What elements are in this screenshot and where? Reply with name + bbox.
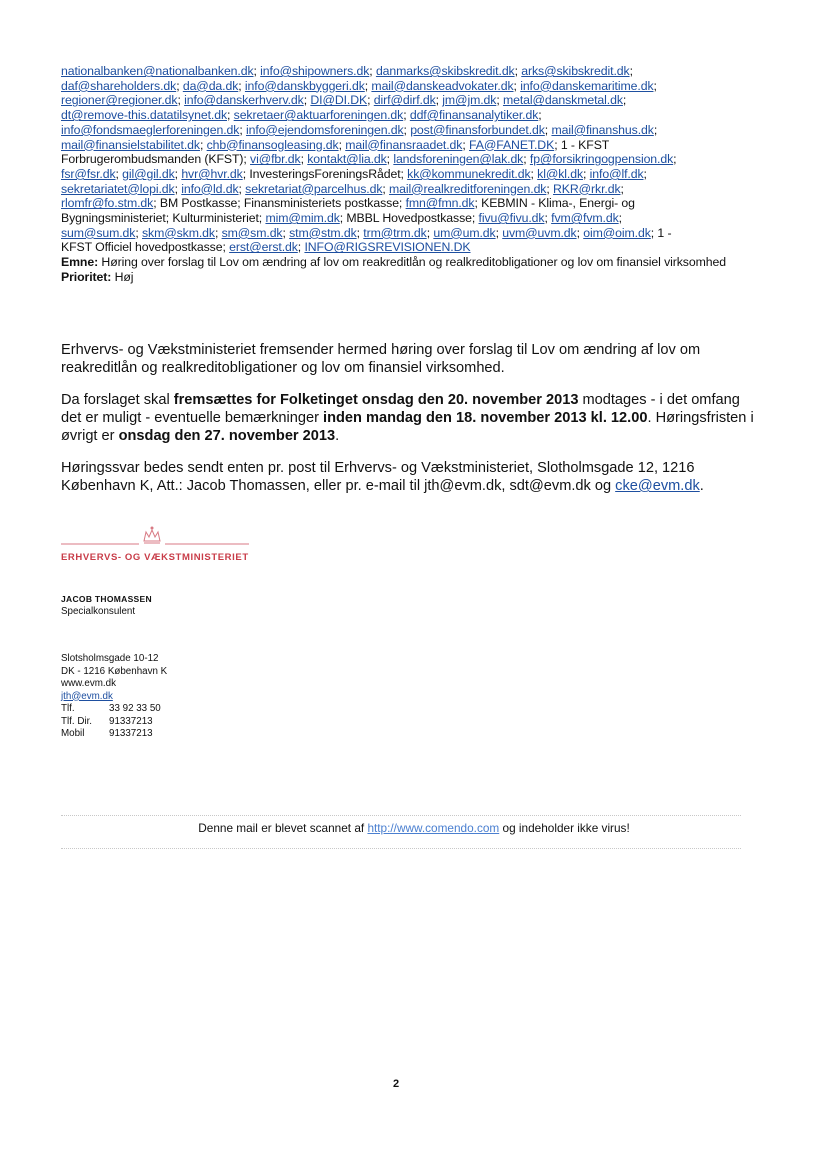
recipient-text: ; [238, 181, 246, 196]
recipient-text: ; [238, 78, 245, 93]
crown-line-icon [61, 522, 281, 552]
recipient-email-link[interactable]: sekretariatet@lopi.dk [61, 181, 175, 196]
recipient-line [61, 196, 781, 211]
recipient-email-link[interactable]: RKR@rkr.dk [553, 181, 621, 196]
recipient-email-link[interactable]: oim@oim.dk [583, 225, 651, 240]
recipient-text: ; [403, 108, 410, 123]
recipient-text: ; [462, 137, 469, 152]
recipient-text: ; [199, 137, 207, 152]
email-link-jth[interactable]: jth@evm.dk [61, 690, 113, 702]
recipient-email-link[interactable]: landsforeningen@lak.dk [393, 152, 524, 167]
recipient-line [61, 138, 781, 153]
recipient-text: ; [653, 122, 658, 137]
recipient-text: ; [356, 225, 364, 240]
recipient-email-link[interactable]: sum@sum.dk [61, 225, 136, 240]
mobile-value: 91337213 [109, 728, 153, 739]
recipient-text: ; InvesteringsForeningsRådet; [242, 166, 408, 181]
recipient-text: ; [135, 225, 142, 240]
recipient-email-link[interactable]: daf@shareholders.dk [61, 78, 177, 93]
phone-direct-value: 91337213 [109, 715, 153, 727]
recipient-email-link[interactable]: gil@gil.dk [122, 166, 175, 181]
recipient-email-link[interactable]: FA@FANET.DK [469, 137, 555, 152]
recipient-text: ; [523, 152, 530, 167]
recipient-email-link[interactable]: sekretaer@aktuarforeningen.dk [233, 108, 404, 123]
recipient-text: ; 1 - [650, 225, 672, 240]
recipient-line [61, 108, 781, 123]
p2-bold: fremsættes for Folketinget onsdag den 20. november 2013 [173, 392, 579, 408]
recipient-text: ; [620, 181, 624, 196]
signature-contact [61, 653, 167, 741]
recipient-text: ; [583, 166, 590, 181]
recipient-email-link[interactable]: mail@finanshus.dk [551, 122, 654, 137]
body-paragraph-3 [61, 459, 761, 495]
recipient-email-link[interactable]: mail@finansielstabilitet.dk [61, 137, 200, 152]
recipient-email-link[interactable]: rlomfr@fo.stm.dk [61, 196, 154, 211]
subject-label: Emne: [61, 255, 99, 270]
recipient-text: ; BM Postkasse; Finansministeriets postkasse; [153, 196, 406, 211]
recipient-email-link[interactable]: um@um.dk [433, 225, 496, 240]
recipient-text: ; [369, 64, 376, 78]
recipient-email-link[interactable]: info@ejendomsforeningen.dk [245, 122, 404, 137]
recipient-line [61, 167, 781, 182]
recipient-email-link[interactable]: skm@skm.dk [142, 225, 215, 240]
recipient-text: ; [239, 122, 246, 137]
recipient-text: ; [214, 225, 222, 240]
recipient-text: ; 1 - KFST [554, 137, 610, 152]
mobile-label: Mobil [61, 728, 85, 739]
recipient-email-link[interactable]: dirf@dirf.dk [373, 93, 436, 108]
recipient-email-link[interactable]: post@finansforbundet.dk [410, 122, 545, 137]
recipient-email-link[interactable]: info@lf.dk [589, 166, 644, 181]
recipient-line [61, 123, 781, 138]
recipient-email-link[interactable]: uvm@uvm.dk [502, 225, 577, 240]
recipient-line [61, 182, 781, 197]
recipient-text: ; [386, 152, 394, 167]
recipient-text: ; [514, 64, 522, 78]
recipient-email-link[interactable]: info@ld.dk [181, 181, 239, 196]
recipient-email-link[interactable]: info@shipowners.dk [260, 64, 370, 78]
recipient-text: ; [382, 181, 390, 196]
body-paragraph-1: Erhvervs- og Vækstministeriet fremsender hermed høring over forslag til Lov om ændring af lov om reakreditlån og realkreditobligationer og lov om finansiel virksomhed. [61, 342, 701, 376]
virus-scan-note [0, 821, 828, 835]
recipient-text: ; [513, 78, 521, 93]
recipient-text: ; [544, 122, 552, 137]
recipient-text: ; [338, 137, 346, 152]
ministry-logo [61, 522, 281, 568]
recipient-email-link[interactable]: INFO@RIGSREVISIONEN.DK [304, 240, 471, 255]
recipient-text: ; [576, 225, 584, 240]
recipient-text: ; [174, 181, 182, 196]
recipient-email-link[interactable]: fp@forsikringogpension.dk [529, 152, 674, 167]
recipient-email-link[interactable]: dt@remove-this.datatilsynet.dk [61, 108, 227, 123]
subject-line [61, 255, 781, 270]
p2-text: Da forslaget skal [61, 392, 174, 408]
recipient-email-link[interactable]: arks@skibskredit.dk [521, 64, 630, 78]
recipient-text: ; [176, 78, 183, 93]
recipient-email-link[interactable]: chb@finansogleasing.dk [206, 137, 339, 152]
recipient-text: Forbrugerombudsmanden (KFST); [61, 152, 251, 167]
priority-line [61, 270, 781, 285]
recipient-email-link[interactable]: danmarks@skibskredit.dk [375, 64, 515, 78]
scan-text: og indeholder ikke virus! [499, 821, 630, 835]
subject-text: Høring over forslag til Lov om ændring af lov om reakreditlån og realkreditobligationer og lov om finansiel virksomhed [101, 255, 726, 270]
recipient-text: ; [546, 181, 553, 196]
recipient-email-link[interactable]: fsr@fsr.dk [61, 166, 116, 181]
p2-text: . Høringsfristen i øvrigt er [61, 410, 754, 444]
recipient-email-link[interactable]: DI@DI.DK [310, 93, 368, 108]
mobile-row [61, 728, 167, 741]
recipient-text: ; [643, 166, 647, 181]
p2-text: . [335, 428, 340, 444]
recipient-email-link[interactable]: sm@sm.dk [221, 225, 283, 240]
recipient-text: ; MBBL Hovedpostkasse; [339, 211, 479, 226]
recipient-text: ; [538, 108, 542, 123]
website: www.evm.dk [61, 678, 116, 689]
phone-direct-label: Tlf. Dir. [61, 715, 93, 727]
recipient-text: KFST Officiel hovedpostkasse; [61, 240, 230, 255]
recipient-email-link[interactable]: info@danskerhverv.dk [184, 93, 304, 108]
divider [61, 815, 741, 816]
recipient-text: ; [303, 93, 311, 108]
recipient-text: ; [282, 225, 290, 240]
recipient-text: ; [174, 166, 182, 181]
recipient-email-link[interactable]: info@danskbyggeri.dk [244, 78, 365, 93]
page-number: 2 [392, 1078, 400, 1090]
recipient-text: ; [653, 78, 657, 93]
recipient-line [61, 240, 781, 255]
recipient-email-link[interactable]: ddf@finansanalytiker.dk [409, 108, 539, 123]
recipient-email-link[interactable]: kontakt@lia.dk [307, 152, 387, 167]
recipient-email-link[interactable]: fivu@fivu.dk [478, 211, 545, 226]
p2-text: modtages - i det omfang det er muligt - eventuelle bemærkninger [61, 392, 740, 426]
address-line: Slotsholmsgade 10-12 [61, 653, 159, 664]
recipient-email-link[interactable]: stm@stm.dk [289, 225, 357, 240]
recipient-text: ; [364, 78, 372, 93]
p2-bold: onsdag den 27. november 2013 [118, 428, 336, 444]
priority-label: Prioritet: [61, 269, 112, 284]
recipient-email-link[interactable]: info@danskemaritime.dk [520, 78, 654, 93]
recipient-email-link[interactable]: mail@finansraadet.dk [345, 137, 463, 152]
recipient-text: Bygningsministeriet; Kulturministeriet; [61, 211, 266, 226]
recipient-text: ; [177, 93, 185, 108]
phone-direct-row [61, 716, 167, 729]
recipient-email-link[interactable]: mail@realkreditforeningen.dk [389, 181, 547, 196]
recipient-email-link[interactable]: nationalbanken@nationalbanken.dk [61, 64, 254, 78]
recipient-text: ; [297, 240, 305, 255]
email-link-cke[interactable]: cke@evm.dk [615, 478, 700, 494]
phone-value: 33 92 33 50 [109, 703, 161, 714]
priority-value: Høj [114, 269, 134, 284]
recipient-email-link[interactable]: da@da.dk [182, 78, 239, 93]
p3-text: . [699, 478, 704, 494]
phone-row [61, 703, 167, 716]
recipient-text: ; [618, 211, 622, 226]
recipient-email-link[interactable]: mail@danskeadvokater.dk [371, 78, 514, 93]
signature-title: Specialkonsulent [61, 605, 136, 617]
recipient-email-link[interactable]: mim@mim.dk [265, 211, 340, 226]
recipient-line [61, 79, 781, 94]
recipient-line [61, 152, 781, 167]
recipient-text: ; [227, 108, 234, 123]
scan-text: Denne mail er blevet scannet af [198, 821, 368, 835]
recipient-email-link[interactable]: fvm@fvm.dk [551, 211, 619, 226]
recipient-line [61, 64, 781, 79]
recipient-email-link[interactable]: vi@fbr.dk [250, 152, 301, 167]
recipient-text: ; [435, 93, 443, 108]
recipient-text: ; [530, 166, 538, 181]
recipient-text: ; [300, 152, 308, 167]
recipient-email-link[interactable]: hvr@hvr.dk [181, 166, 243, 181]
signature-block [61, 593, 152, 618]
recipient-text: ; [544, 211, 552, 226]
recipient-text: ; KEBMIN - Klima-, Energi- og [474, 196, 635, 211]
recipient-email-link[interactable]: sekretariat@parcelhus.dk [245, 181, 383, 196]
recipient-email-link[interactable]: info@fondsmaeglerforeningen.dk [61, 122, 240, 137]
phone-label: Tlf. [61, 703, 75, 714]
recipient-text: ; [403, 122, 411, 137]
recipient-list [61, 64, 781, 285]
recipient-text: ; [622, 93, 627, 108]
signature-name: JACOB THOMASSEN [61, 594, 152, 604]
recipient-email-link[interactable]: jm@jm.dk [442, 93, 497, 108]
recipient-email-link[interactable]: trm@trm.dk [363, 225, 427, 240]
recipient-email-link[interactable]: metal@danskmetal.dk [502, 93, 623, 108]
recipient-text: ; [496, 93, 503, 108]
recipient-text: ; [367, 93, 374, 108]
recipient-line [61, 93, 781, 108]
recipient-email-link[interactable]: erst@erst.dk [229, 240, 298, 255]
recipient-email-link[interactable]: regioner@regioner.dk [61, 93, 178, 108]
address-line: DK - 1216 København K [61, 665, 168, 677]
divider [61, 848, 741, 849]
recipient-text: ; [629, 64, 633, 78]
recipient-text: ; [673, 152, 677, 167]
recipient-email-link[interactable]: kl@kl.dk [537, 166, 584, 181]
recipient-text: ; [253, 64, 261, 78]
body-paragraph-2 [61, 391, 761, 445]
recipient-line [61, 211, 781, 226]
p2-bold: inden mandag den 18. november 2013 kl. 12.00 [323, 410, 648, 426]
recipient-text: ; [426, 225, 434, 240]
recipient-text: ; [495, 225, 503, 240]
recipient-email-link[interactable]: fmn@fmn.dk [405, 196, 475, 211]
recipient-line [61, 226, 781, 241]
recipient-email-link[interactable]: kk@kommunekredit.dk [407, 166, 531, 181]
comendo-link[interactable]: http://www.comendo.com [367, 821, 500, 835]
logo-text: ERHVERVS- OG VÆKSTMINISTERIET [61, 552, 249, 563]
p3-text: Høringssvar bedes sendt enten pr. post til Erhvervs- og Vækstministeriet, Slotholmsgade 12, 1216 København K, Att.: Jacob Thomassen, eller pr. e-mail til jth@evm.dk, sdt@evm.dk og [61, 460, 695, 494]
recipient-text: ; [115, 166, 123, 181]
